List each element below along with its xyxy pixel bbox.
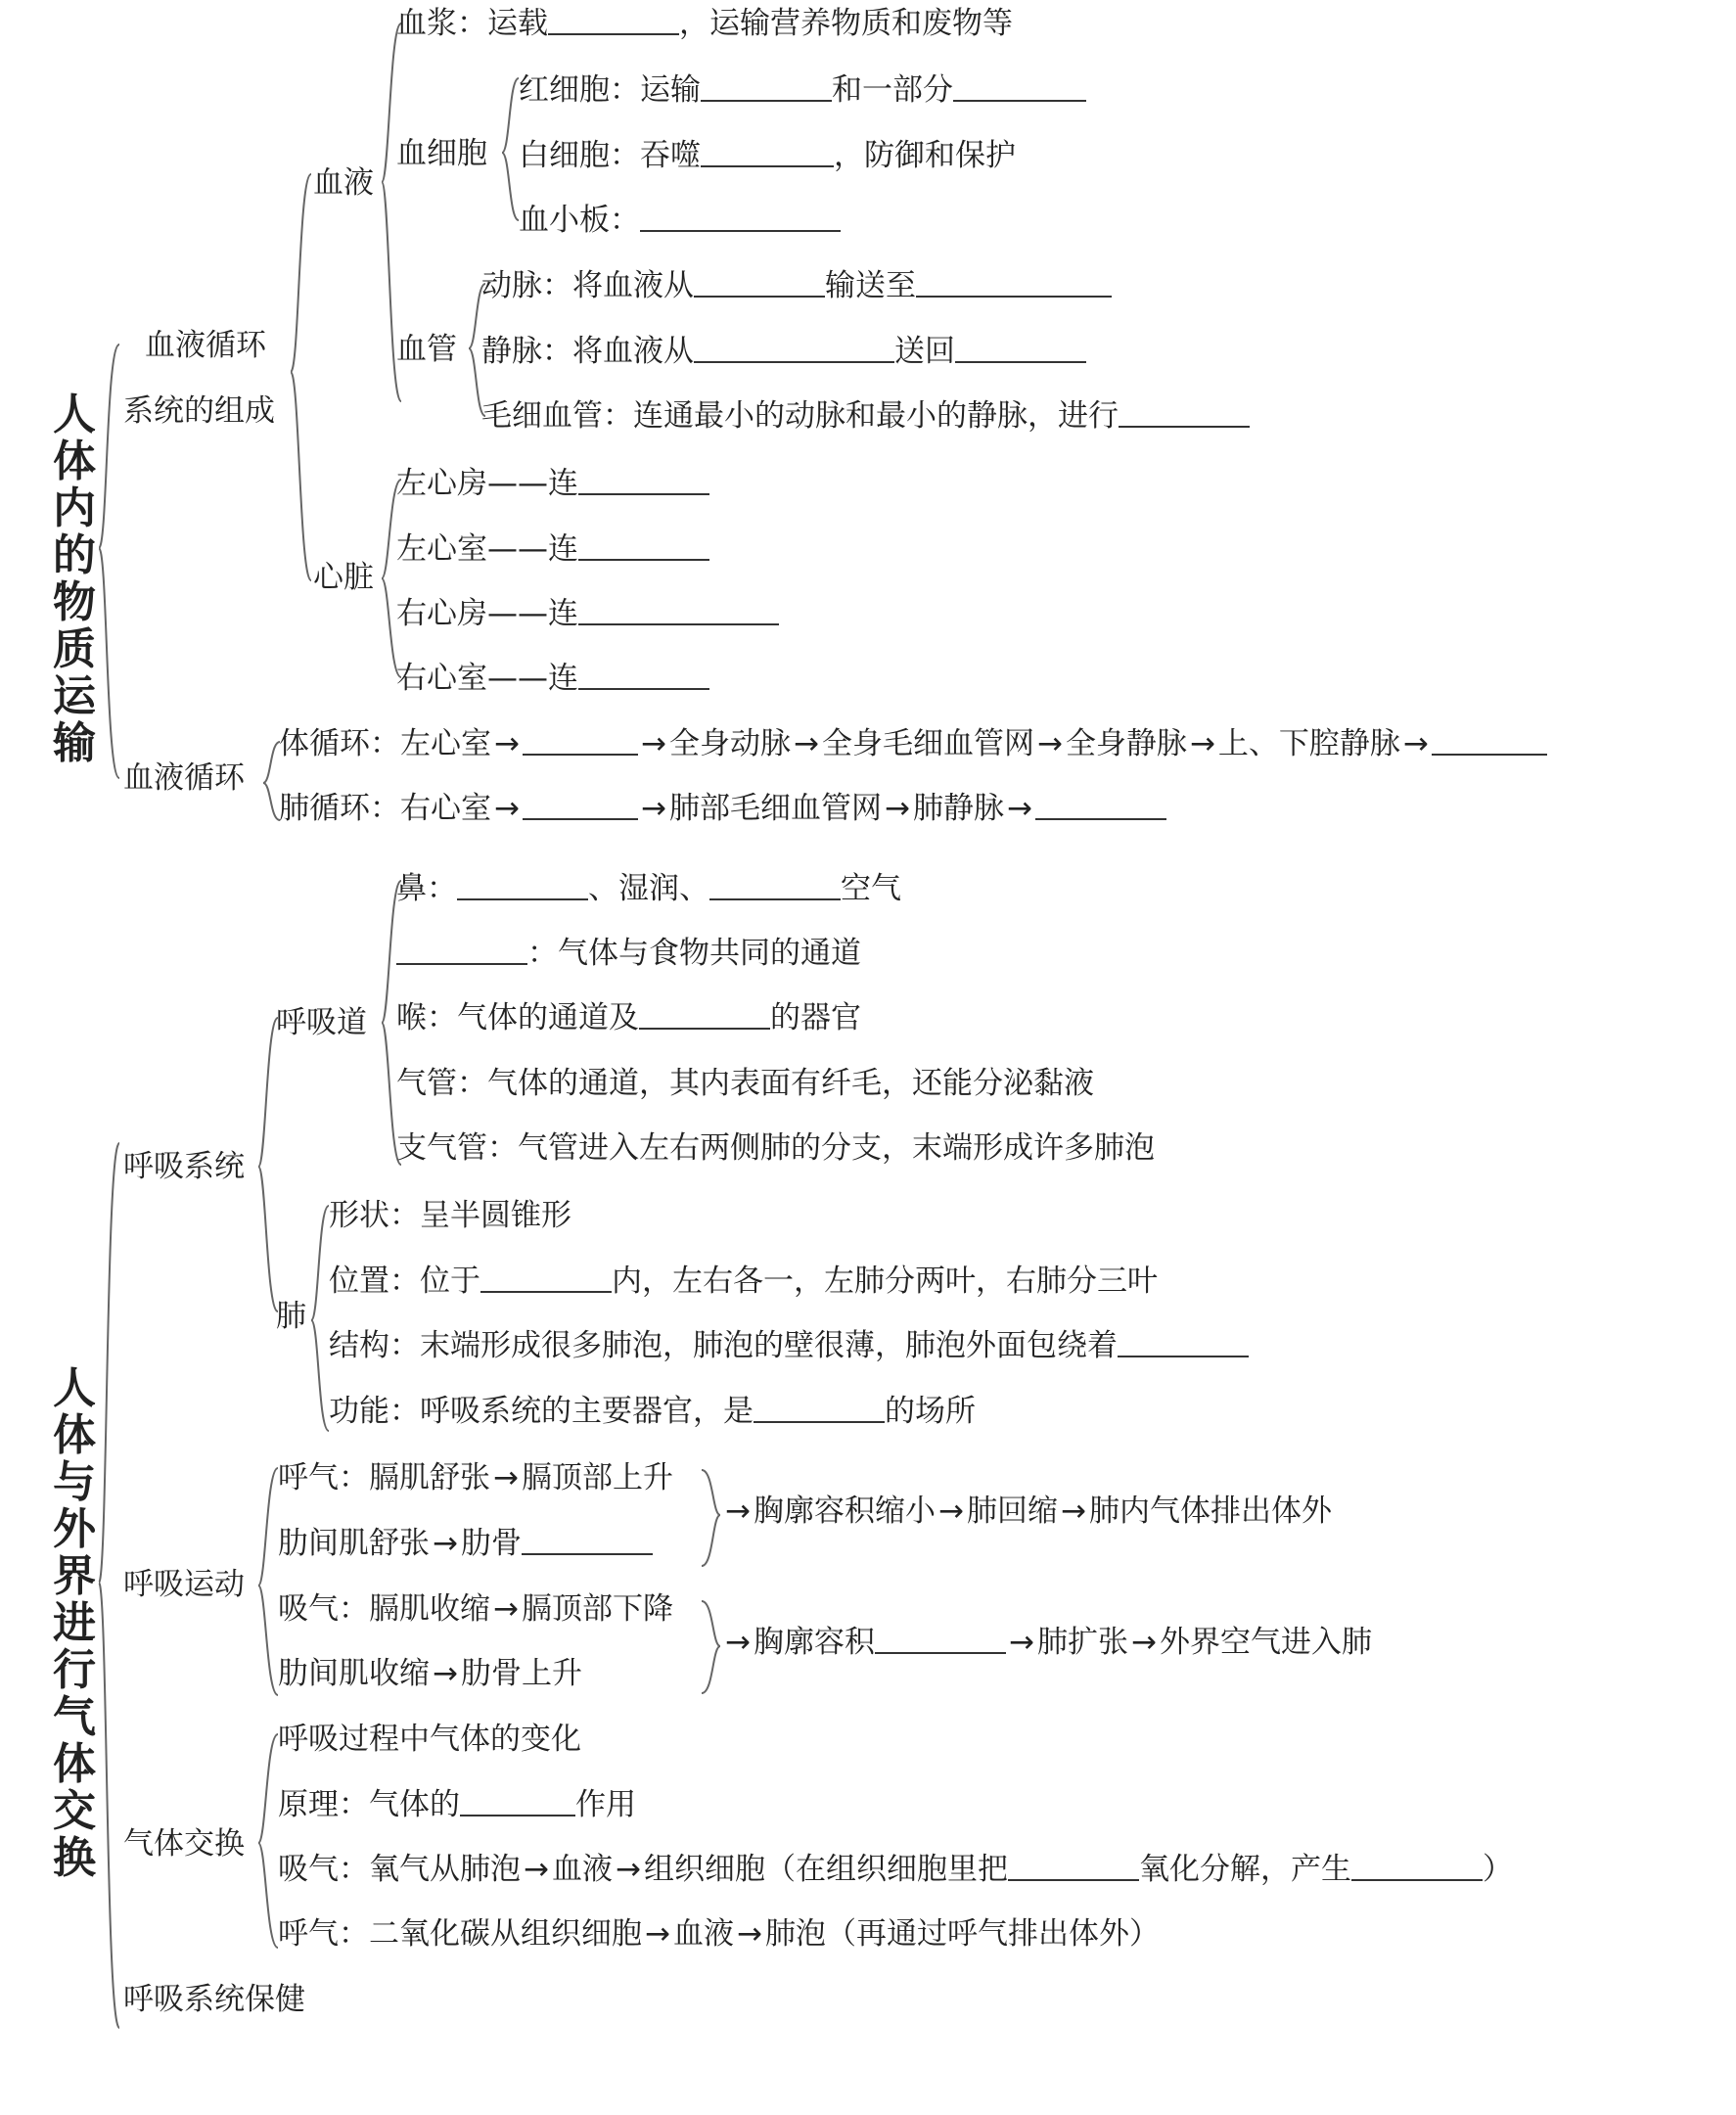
lung-structure-row: 结构：末端形成很多肺泡，肺泡的壁很薄，肺泡外面包绕着 <box>329 1326 1249 1365</box>
blank <box>523 791 638 820</box>
blank <box>1119 398 1250 428</box>
platelet-row: 血小板： <box>519 201 841 240</box>
heart-row-2: 左心室——连 <box>396 529 709 569</box>
blank <box>460 1787 575 1816</box>
larynx-row: 喉：气体的通道及 的器官 <box>396 1000 861 1035</box>
rbc-row: 红细胞：运输 和一部分 <box>519 70 1086 110</box>
heart-label: 心脏 <box>313 560 374 595</box>
blood-label: 血液 <box>313 165 374 201</box>
section2-brace <box>99 1143 119 2028</box>
blank <box>1118 1328 1249 1357</box>
blank <box>701 72 832 102</box>
blank <box>578 596 779 625</box>
exchange-brace <box>258 1734 278 1948</box>
blank <box>1351 1852 1483 1881</box>
section2-title: 人体与外界进行气体交换 <box>53 1363 96 1883</box>
artery-row: 动脉：将血液从 输送至 <box>481 266 1112 305</box>
heart-row-3: 右心房——连 <box>396 594 779 633</box>
exchange-principle-row: 原理：气体的 作用 <box>278 1787 636 1822</box>
plasma-row: 血浆：运载 ，运输营养物质和废物等 <box>396 6 1013 41</box>
inhale-result: →胸廓容积 →肺扩张→外界空气进入肺 <box>725 1625 1372 1660</box>
blank <box>875 1625 1006 1654</box>
tract-label: 呼吸道 <box>276 1005 367 1040</box>
resp-health-label: 呼吸系统保健 <box>123 1982 305 2017</box>
heart-brace <box>382 480 401 677</box>
blank <box>480 1264 612 1293</box>
lung-shape-row: 形状：呈半圆锥形 <box>329 1198 571 1233</box>
lung-label: 肺 <box>276 1299 306 1334</box>
lung-function-row: 功能：呼吸系统的主要器官，是 的场所 <box>329 1394 976 1429</box>
blank <box>1008 1852 1139 1881</box>
composition-brace <box>291 174 311 580</box>
nose-row: 鼻： 、湿润、 空气 <box>396 871 901 906</box>
blank <box>701 138 834 167</box>
lung-position-row: 位置：位于 内，左右各一，左肺分两叶，右肺分三叶 <box>329 1264 1158 1299</box>
exhale-row-2: 肋间肌舒张→肋骨 <box>278 1524 653 1563</box>
inhale-brace <box>702 1601 720 1693</box>
blank <box>694 268 825 298</box>
exhale-row-1: 呼气：膈肌舒张→膈顶部上升 <box>278 1460 673 1495</box>
blank <box>578 531 709 561</box>
wbc-row: 白细胞：吞噬 ，防御和保护 <box>519 138 1016 173</box>
composition-label-1: 血液循环 <box>145 328 266 363</box>
blank <box>522 1526 653 1555</box>
circulation-brace <box>263 742 280 820</box>
exchange-exhale-row: 呼气：二氧化碳从组织细胞→血液→肺泡（再通过呼气排出体外） <box>278 1916 1160 1952</box>
circulation-label: 血液循环 <box>123 760 245 796</box>
vessels-label: 血管 <box>396 332 457 367</box>
cells-label: 血细胞 <box>396 136 487 171</box>
bronchi-row: 支气管：气管进入左右两侧肺的分支，末端形成许多肺泡 <box>396 1130 1155 1166</box>
trachea-row: 气管：气体的通道，其内表面有纤毛，还能分泌黏液 <box>396 1066 1094 1101</box>
heart-row-1: 左心房——连 <box>396 464 709 503</box>
exchange-change-row: 呼吸过程中气体的变化 <box>278 1722 581 1757</box>
exchange-inhale-row: 吸气：氧气从肺泡→血液→组织细胞（在组织细胞里把 氧化分解，产生 ） <box>278 1852 1513 1887</box>
systemic-row: 体循环：左心室→ →全身动脉→全身毛细血管网→全身静脉→上、下腔静脉→ <box>279 724 1547 763</box>
inhale-row-2: 肋间肌收缩→肋骨上升 <box>278 1656 582 1691</box>
heart-row-4: 右心室——连 <box>396 659 709 698</box>
section1-brace <box>99 345 119 778</box>
lung-brace <box>311 1206 329 1431</box>
movement-brace <box>258 1468 278 1695</box>
exhale-brace <box>702 1470 720 1566</box>
blank <box>1432 726 1547 756</box>
blank <box>754 1394 885 1423</box>
blank <box>694 334 894 363</box>
blank <box>523 726 638 756</box>
blank <box>1035 791 1166 820</box>
resp-system-brace <box>258 1018 278 1311</box>
exchange-label: 气体交换 <box>123 1826 245 1862</box>
blank <box>953 72 1086 102</box>
blank <box>548 6 679 35</box>
section1-title: 人体内的物质运输 <box>53 390 96 768</box>
exhale-result: →胸廓容积缩小→肺回缩→肺内气体排出体外 <box>725 1494 1332 1529</box>
blank <box>640 203 841 232</box>
capillary-row: 毛细血管：连通最小的动脉和最小的静脉，进行 <box>481 396 1250 436</box>
pharynx-row: ：气体与食物共同的通道 <box>396 934 861 973</box>
blank <box>709 871 841 900</box>
blank <box>578 466 709 495</box>
blank <box>457 871 588 900</box>
blank <box>578 661 709 690</box>
cells-brace <box>502 78 519 220</box>
resp-system-label: 呼吸系统 <box>123 1149 245 1184</box>
pulmonary-row: 肺循环：右心室→ →肺部毛细血管网→肺静脉→ <box>279 789 1166 828</box>
blank <box>396 936 527 965</box>
vein-row: 静脉：将血液从 送回 <box>481 332 1086 371</box>
blank <box>639 1000 770 1030</box>
movement-label: 呼吸运动 <box>123 1567 245 1602</box>
blank <box>955 334 1086 363</box>
composition-label-2: 系统的组成 <box>123 393 275 429</box>
blank <box>916 268 1112 298</box>
inhale-row-1: 吸气：膈肌收缩→膈顶部下降 <box>278 1591 673 1627</box>
